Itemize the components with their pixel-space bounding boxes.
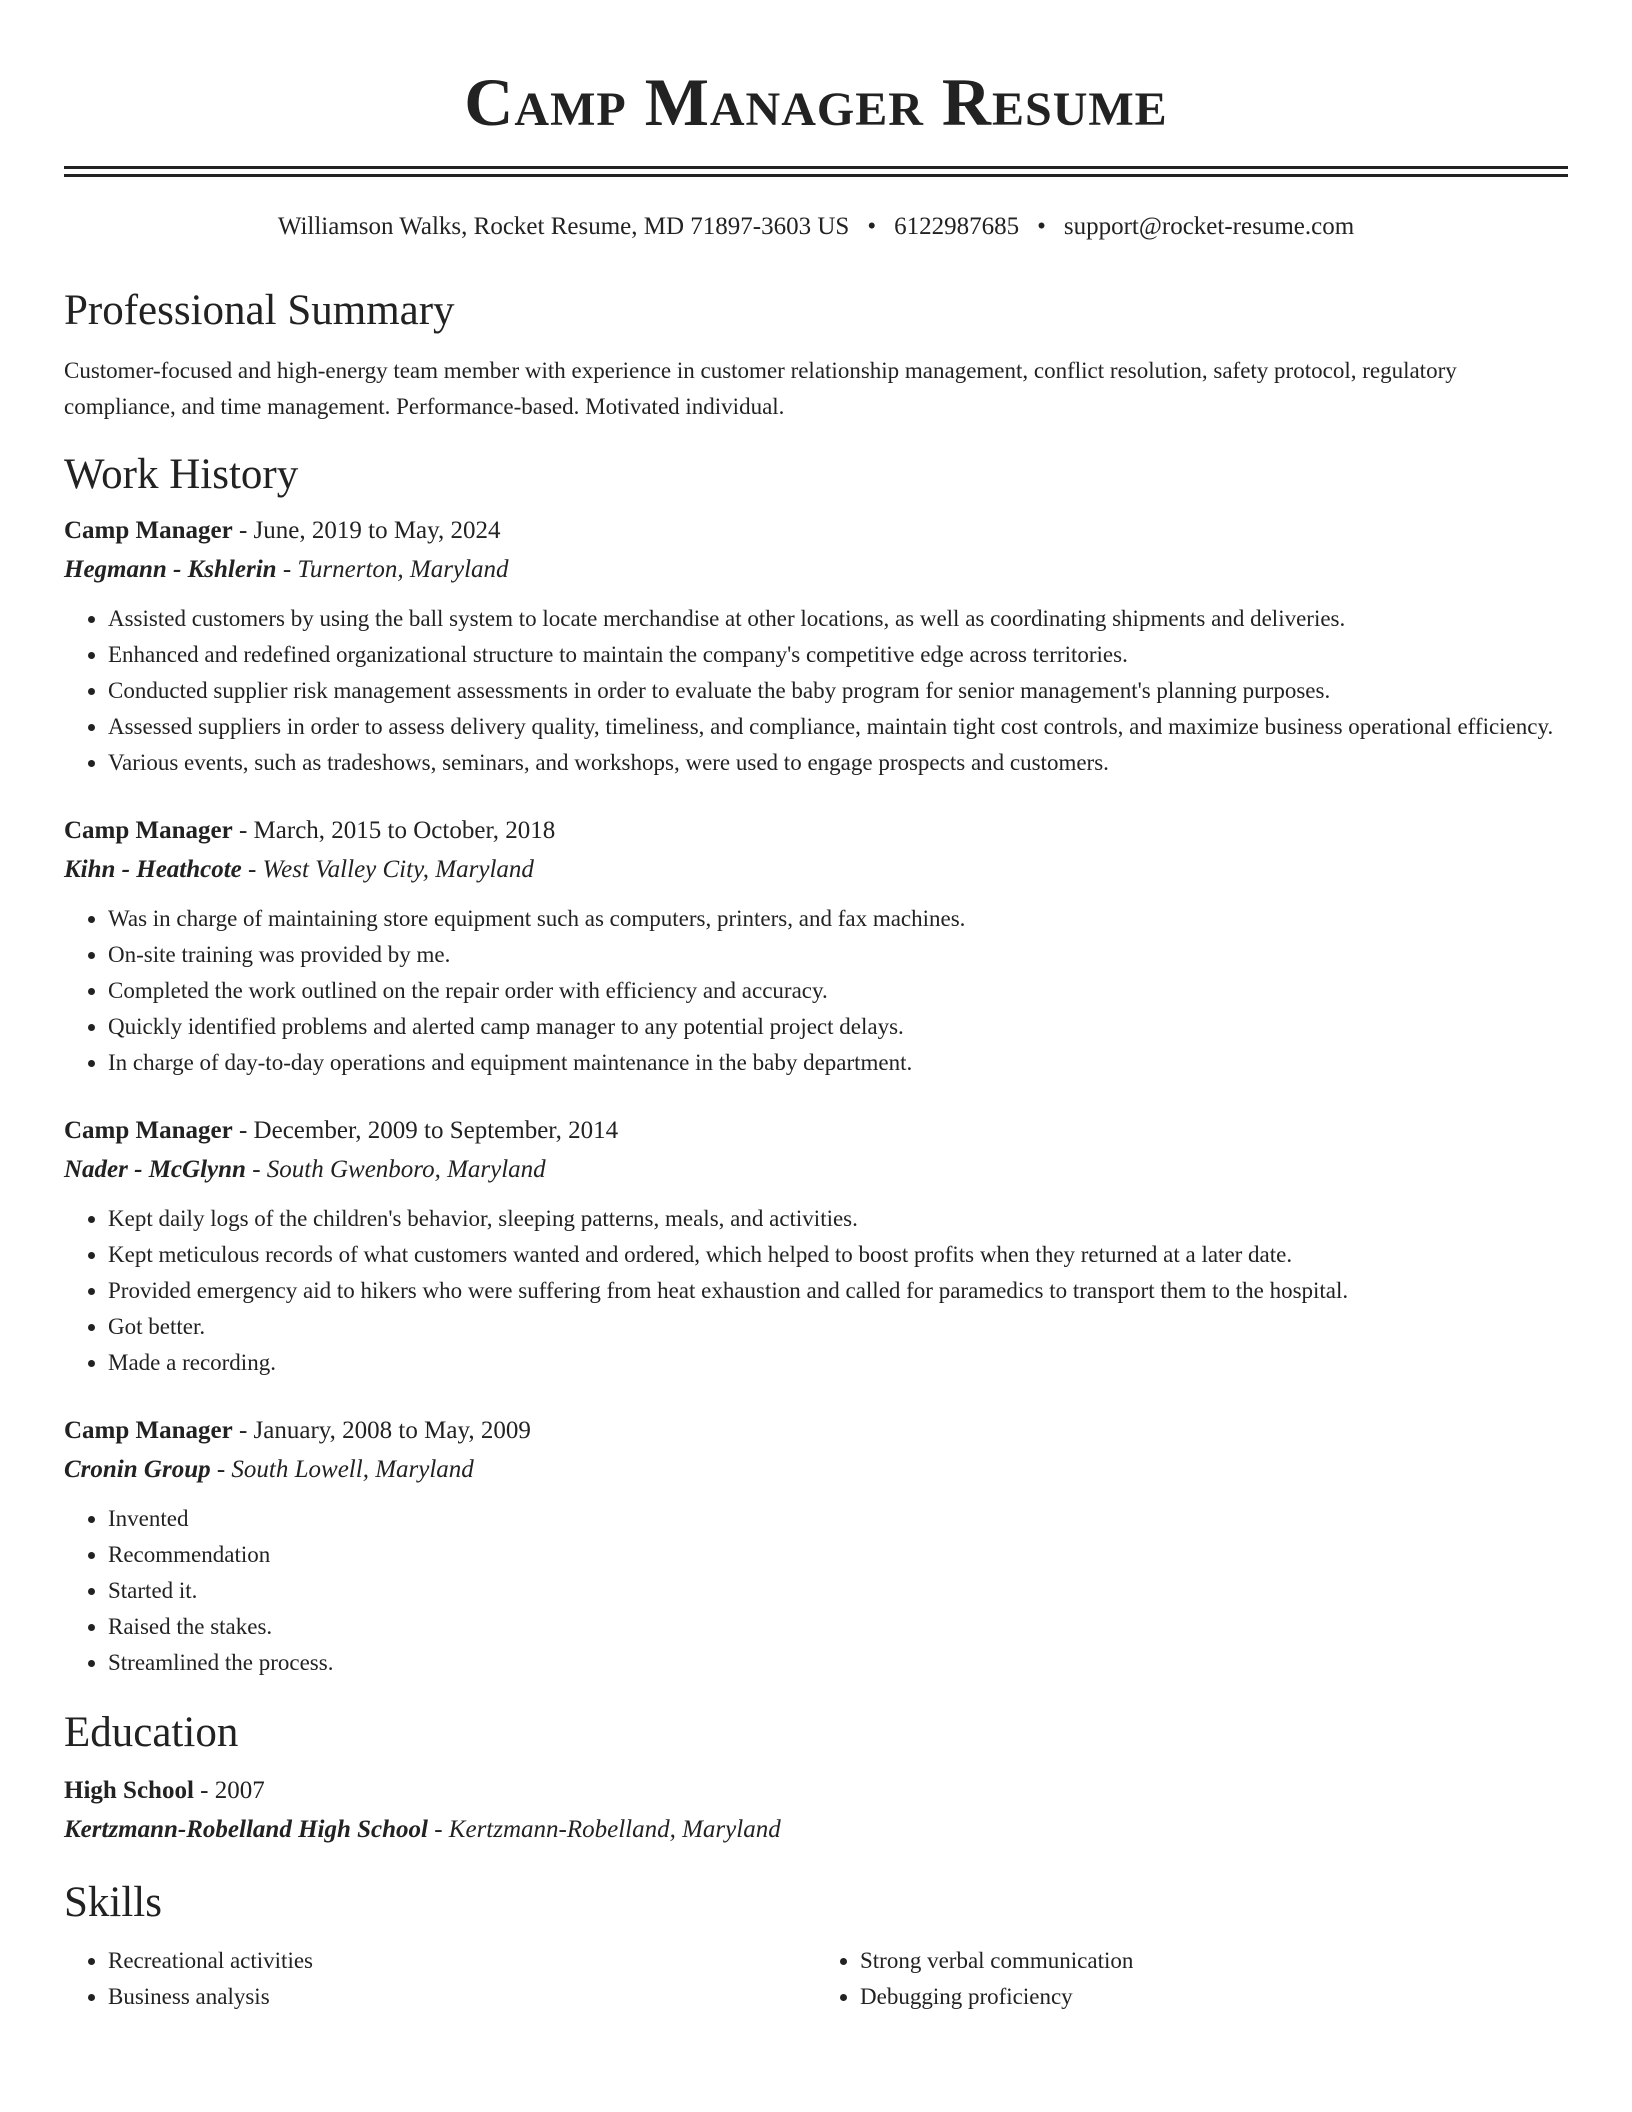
resume-page <box>64 0 1568 2015</box>
title-divider-top <box>64 166 1568 169</box>
education-location: - Kertzmann-Robelland, Maryland <box>427 1816 781 1843</box>
job-company: Nader - McGlynn <box>64 1156 246 1183</box>
job-bullets <box>64 901 1568 1081</box>
skills-column-right <box>816 1943 1568 2015</box>
skills-list <box>64 1943 1568 2015</box>
job-entry <box>64 1111 1568 1381</box>
list-item: • Conducted supplier risk management assessments in order to evaluate the baby program for senior management's planning purposes. <box>108 673 1568 709</box>
list-item: • Kept meticulous records of what customers wanted and ordered, which helped to boost profits when they returned at a later date. <box>108 1237 1568 1273</box>
list-item: • Assisted customers by using the ball system to locate merchandise at other locations, as well as coordinating shipments and deliveries. <box>108 601 1568 637</box>
job-title: Camp Manager <box>64 1417 233 1444</box>
job-entry <box>64 811 1568 1081</box>
list-item: • Raised the stakes. <box>108 1609 1568 1645</box>
summary-text: Customer-focused and high-energy team member with experience in customer relationship management, conflict resolution, safety protocol, regulatory compliance, and time management. Performance-based. Motivated individual. <box>64 358 1457 419</box>
job-location: - South Lowell, Maryland <box>210 1456 474 1483</box>
job-location: - Turnerton, Maryland <box>276 556 509 583</box>
job-dates: - June, 2019 to May, 2024 <box>232 517 501 544</box>
contact-separator: • <box>867 213 877 240</box>
job-title-line <box>64 511 1568 551</box>
job-company: Kihn - Heathcote <box>64 856 242 883</box>
list-item: • Enhanced and redefined organizational structure to maintain the company's competitive edge across territories. <box>108 637 1568 673</box>
job-company-line <box>64 851 1568 889</box>
skills-column-left <box>64 1943 816 2015</box>
list-item: • Provided emergency aid to hikers who were suffering from heat exhaustion and called for paramedics to transport them to the hospital. <box>108 1273 1568 1309</box>
list-item: • Various events, such as tradeshows, seminars, and workshops, were used to engage prospects and customers. <box>108 745 1568 781</box>
job-title: Camp Manager <box>64 1117 233 1144</box>
job-bullets <box>64 1201 1568 1381</box>
job-dates: - January, 2008 to May, 2009 <box>232 1417 531 1444</box>
summary-heading: Professional Summary <box>64 287 455 334</box>
list-item: • Got better. <box>108 1309 1568 1345</box>
job-location: - West Valley City, Maryland <box>241 856 534 883</box>
contact-line <box>64 211 1568 243</box>
job-dates: - March, 2015 to October, 2018 <box>232 817 556 844</box>
list-item: • In charge of day-to-day operations and equipment maintenance in the baby department. <box>108 1045 1568 1081</box>
list-item: • Was in charge of maintaining store equipment such as computers, printers, and fax machines. <box>108 901 1568 937</box>
job-title: Camp Manager <box>64 517 233 544</box>
list-item: • Invented <box>108 1501 1568 1537</box>
skills-heading: Skills <box>64 1879 162 1926</box>
list-item: • Completed the work outlined on the repair order with efficiency and accuracy. <box>108 973 1568 1009</box>
list-item: • Started it. <box>108 1573 1568 1609</box>
job-title-line <box>64 811 1568 851</box>
skill-item: • Debugging proficiency <box>860 1979 1568 2015</box>
education-heading: Education <box>64 1709 239 1756</box>
job-entry <box>64 1411 1568 1681</box>
skill-item: • Business analysis <box>108 1979 816 2015</box>
list-item: • On-site training was provided by me. <box>108 937 1568 973</box>
job-company-line <box>64 551 1568 589</box>
education-school: Kertzmann-Robelland High School <box>64 1816 428 1843</box>
job-company-line <box>64 1451 1568 1489</box>
list-item: • Quickly identified problems and alerted camp manager to any potential project delays. <box>108 1009 1568 1045</box>
education-year: - 2007 <box>193 1777 265 1804</box>
list-item: • Recommendation <box>108 1537 1568 1573</box>
title-divider-bottom <box>64 174 1568 177</box>
job-entry <box>64 511 1568 781</box>
work-history-heading: Work History <box>64 451 299 498</box>
job-company: Hegmann - Kshlerin <box>64 556 277 583</box>
job-bullets <box>64 601 1568 781</box>
contact-separator: • <box>1037 213 1046 240</box>
education-entry <box>64 1771 1568 1849</box>
job-title-line <box>64 1411 1568 1451</box>
job-company: Cronin Group <box>64 1456 211 1483</box>
education-school-line <box>64 1811 1568 1849</box>
skill-item: • Strong verbal communication <box>860 1943 1568 1979</box>
job-title-line <box>64 1111 1568 1151</box>
education-degree: High School <box>64 1777 194 1804</box>
job-bullets <box>64 1501 1568 1681</box>
skill-item: • Recreational activities <box>108 1943 816 1979</box>
list-item: • Assessed suppliers in order to assess delivery quality, timeliness, and compliance, maintain tight cost controls, and maximize business operational efficiency. <box>108 709 1568 745</box>
job-title: Camp Manager <box>64 817 233 844</box>
contact-phone: 6122987685 <box>894 213 1020 240</box>
list-item: • Made a recording. <box>108 1345 1568 1381</box>
list-item: • Kept daily logs of the children's behavior, sleeping patterns, meals, and activities. <box>108 1201 1568 1237</box>
education-degree-line <box>64 1771 1568 1811</box>
job-dates: - December, 2009 to September, 2014 <box>232 1117 619 1144</box>
resume-title: Camp Manager Resume <box>464 64 1168 140</box>
job-location: - South Gwenboro, Maryland <box>245 1156 546 1183</box>
job-company-line <box>64 1151 1568 1189</box>
contact-email: support@rocket-resume.com <box>1063 213 1355 240</box>
contact-address: Williamson Walks, Rocket Resume, MD 71897-3603 US <box>277 213 850 240</box>
list-item: • Streamlined the process. <box>108 1645 1568 1681</box>
